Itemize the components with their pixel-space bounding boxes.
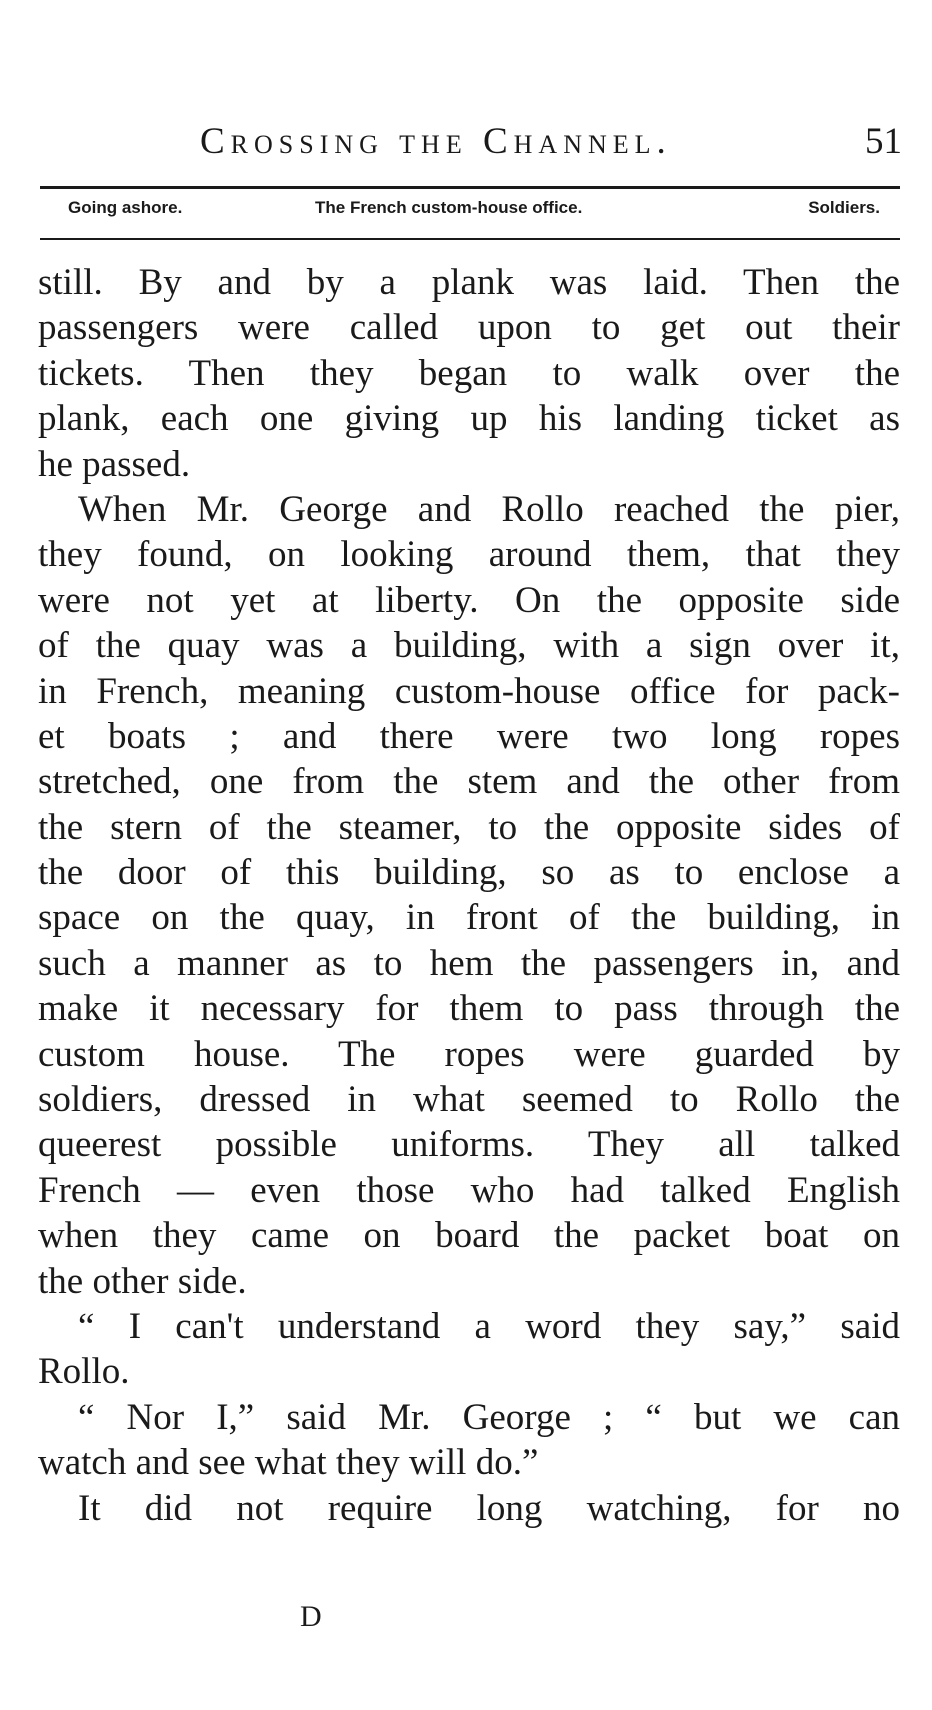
text-line: such a manner as to hem the passengers in, and [38, 942, 900, 984]
text-line: the stern of the steamer, to the opposite sides of [38, 806, 900, 848]
subhead-center: The French custom-house office. [315, 198, 583, 217]
text-line: et boats ; and there were two long ropes [38, 715, 900, 757]
text-line: Rollo. [38, 1351, 130, 1393]
text-line: watch and see what they will do.” [38, 1442, 539, 1484]
header-rule-bottom [40, 238, 900, 240]
section-subheads [40, 198, 900, 230]
text-line: they found, on looking around them, that they [38, 534, 900, 576]
text-line: French — even those who had talked English [38, 1169, 900, 1211]
signature-mark: D [300, 1600, 322, 1633]
text-line: plank, each one giving up his landing ticket as [38, 398, 900, 440]
body-text [38, 260, 900, 1531]
subhead-left: Going ashore. [68, 198, 183, 217]
running-title: Crossing the Channel. [200, 121, 672, 162]
text-line: soldiers, dressed in what seemed to Rollo the [38, 1079, 900, 1121]
text-line: stretched, one from the stem and the other from [38, 761, 900, 803]
text-line: queerest possible uniforms. They all talked [38, 1124, 900, 1166]
header-rule-top [40, 186, 900, 189]
running-head [40, 120, 902, 170]
text-line: space on the quay, in front of the building, in [38, 897, 900, 939]
text-line: custom house. The ropes were guarded by [38, 1033, 900, 1075]
text-line: make it necessary for them to pass through the [38, 988, 900, 1030]
text-line: still. By and by a plank was laid. Then the [38, 262, 900, 303]
text-line: in French, meaning custom-house office for pack- [38, 670, 900, 712]
text-line: passengers were called upon to get out their [38, 307, 900, 349]
text-line: “ I can't understand a word they say,” said [78, 1305, 900, 1347]
page-number: 51 [865, 121, 902, 162]
text-line: When Mr. George and Rollo reached the pier, [78, 488, 900, 530]
text-line: “ Nor I,” said Mr. George ; “ but we can [78, 1396, 900, 1438]
text-line: It did not require long watching, for no [78, 1487, 900, 1529]
text-line: of the quay was a building, with a sign over it, [38, 625, 900, 667]
text-line: the door of this building, so as to enclose a [38, 852, 900, 894]
text-line: tickets. Then they began to walk over the [38, 352, 900, 394]
text-line: were not yet at liberty. On the opposite side [38, 579, 900, 621]
text-line: when they came on board the packet boat on [38, 1215, 900, 1257]
text-line: he passed. [38, 443, 191, 485]
subhead-right: Soldiers. [808, 198, 880, 217]
text-line: the other side. [38, 1260, 247, 1302]
